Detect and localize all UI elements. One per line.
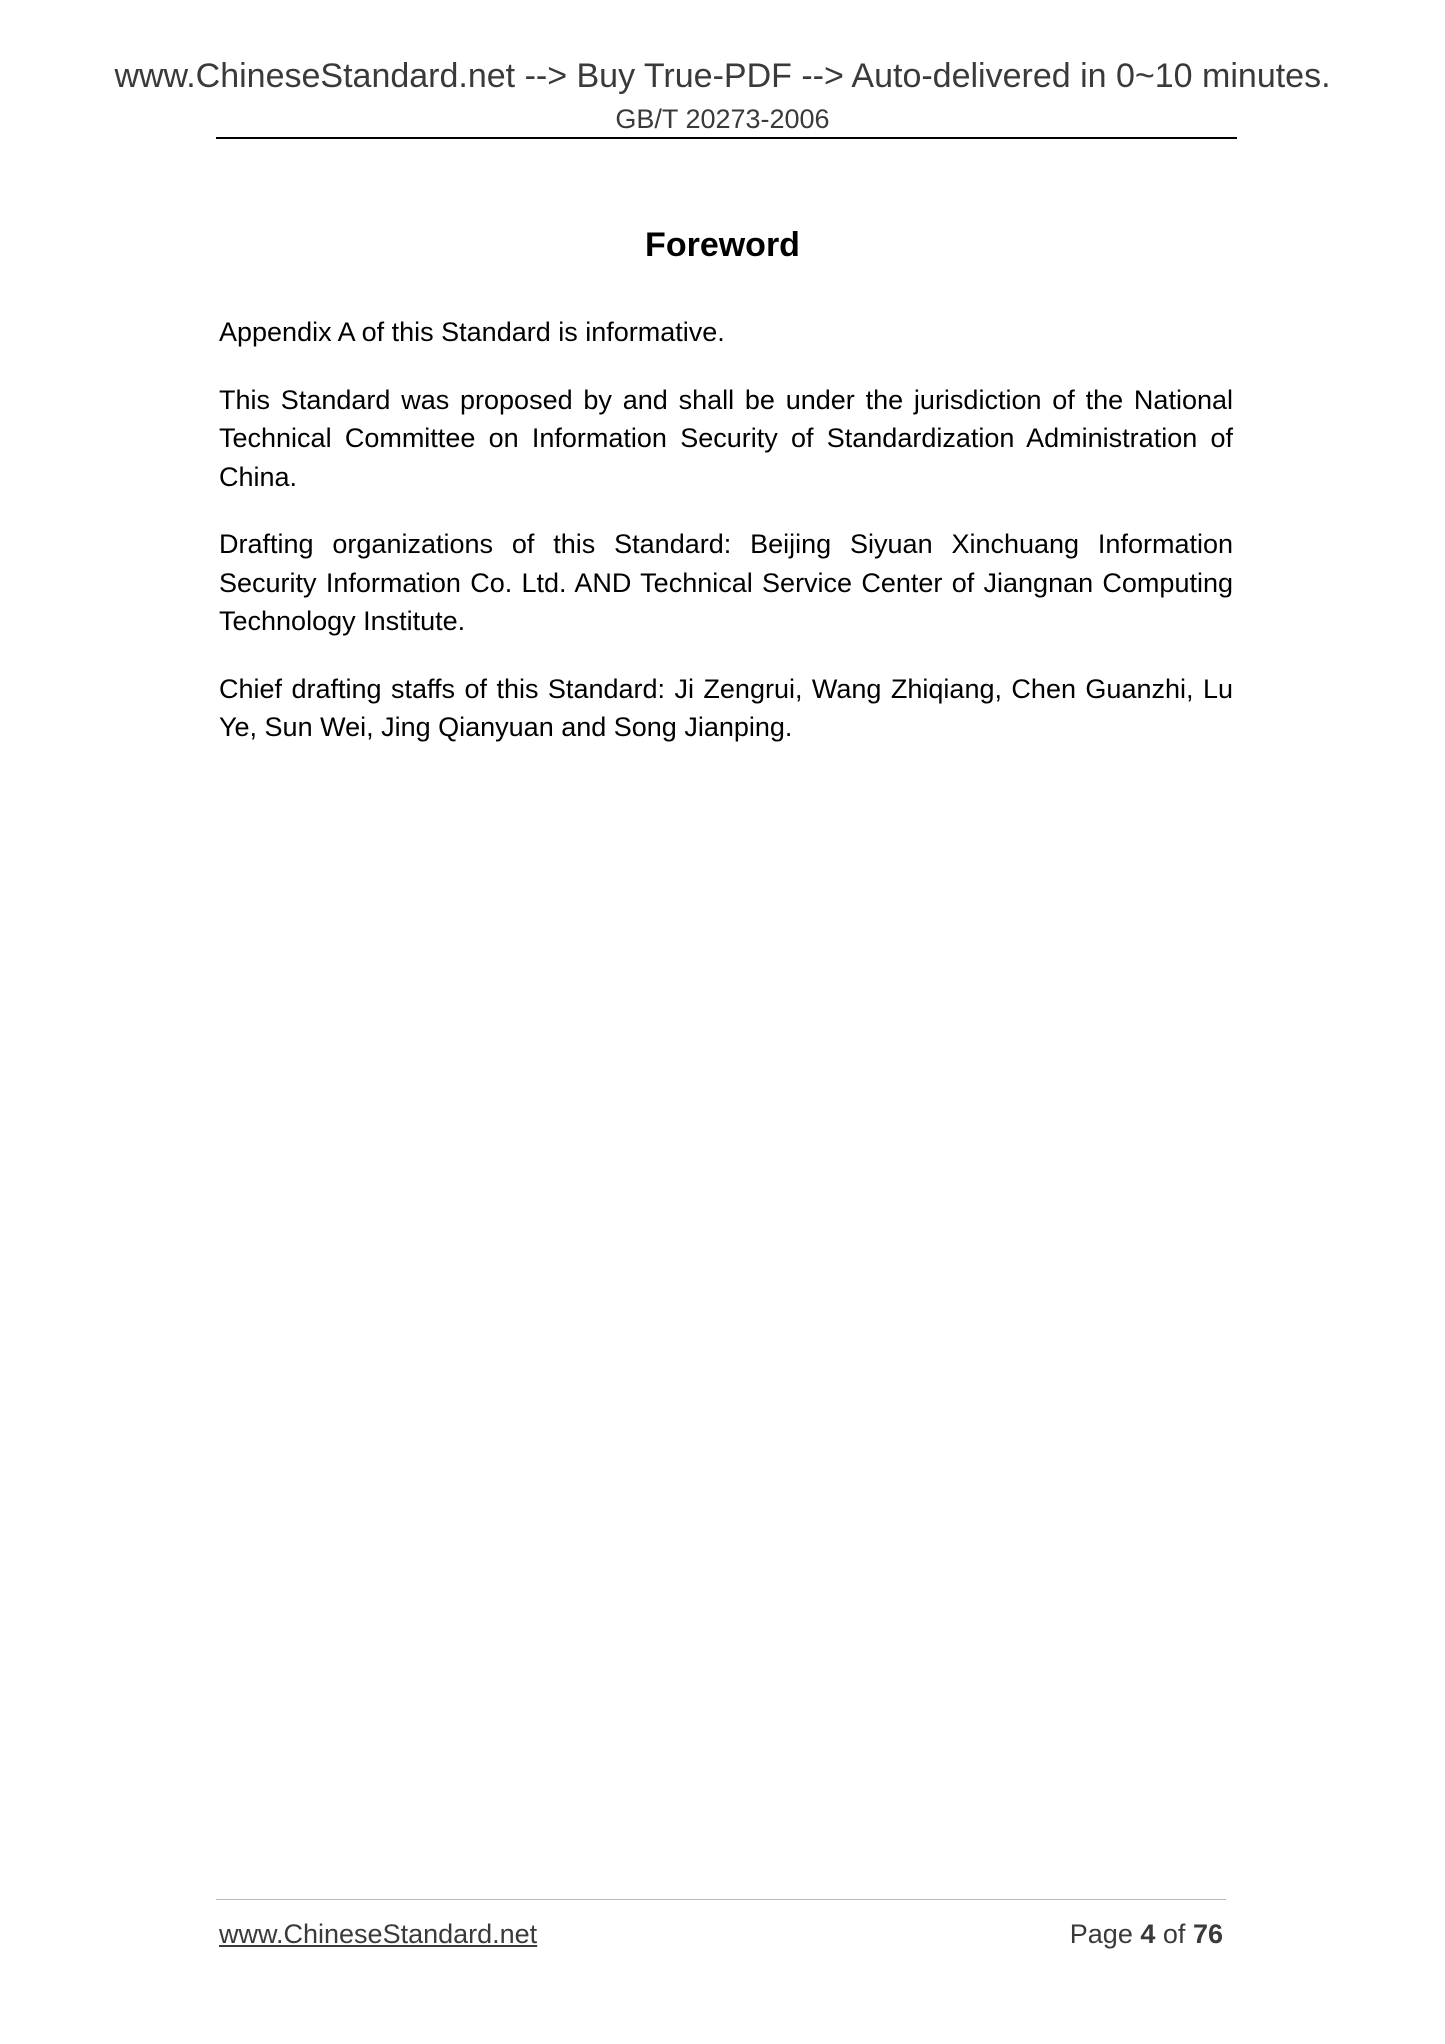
standard-code: GB/T 20273-2006 bbox=[615, 104, 830, 134]
foreword-body bbox=[219, 313, 1233, 776]
paragraph-appendix-note: Appendix A of this Standard is informative. bbox=[219, 317, 725, 347]
paragraph-drafting-organizations: Drafting organizations of this Standard: Beijing Siyuan Xinchuang Information Security Information Co. Ltd. AND Technical Service Center of Jiangnan Computing Technology Institute. bbox=[219, 529, 1233, 636]
header-banner: www.ChineseStandard.net --> Buy True-PDF --> Auto-delivered in 0~10 minutes. bbox=[114, 57, 1331, 95]
page-title: Foreword bbox=[645, 226, 800, 264]
page-prefix: Page bbox=[1069, 1919, 1133, 1949]
paragraph-drafting-staffs: Chief drafting staffs of this Standard: Ji Zengrui, Wang Zhiqiang, Chen Guanzhi, Lu Ye, Sun Wei, Jing Qianyuan and Song Jianping. bbox=[219, 673, 1233, 742]
footer-divider bbox=[216, 1899, 1226, 1900]
paragraph-jurisdiction: This Standard was proposed by and shall be under the jurisdiction of the National Technical Committee on Information Security of Standardization Administration of China. bbox=[219, 384, 1233, 492]
header-divider bbox=[216, 137, 1237, 139]
current-page: 4 bbox=[1140, 1919, 1156, 1949]
footer-website-link[interactable]: www.ChineseStandard.net bbox=[219, 1919, 538, 1949]
total-pages: 76 bbox=[1192, 1919, 1223, 1949]
page-of: of bbox=[1162, 1919, 1186, 1949]
page-number bbox=[1070, 1918, 1223, 1950]
